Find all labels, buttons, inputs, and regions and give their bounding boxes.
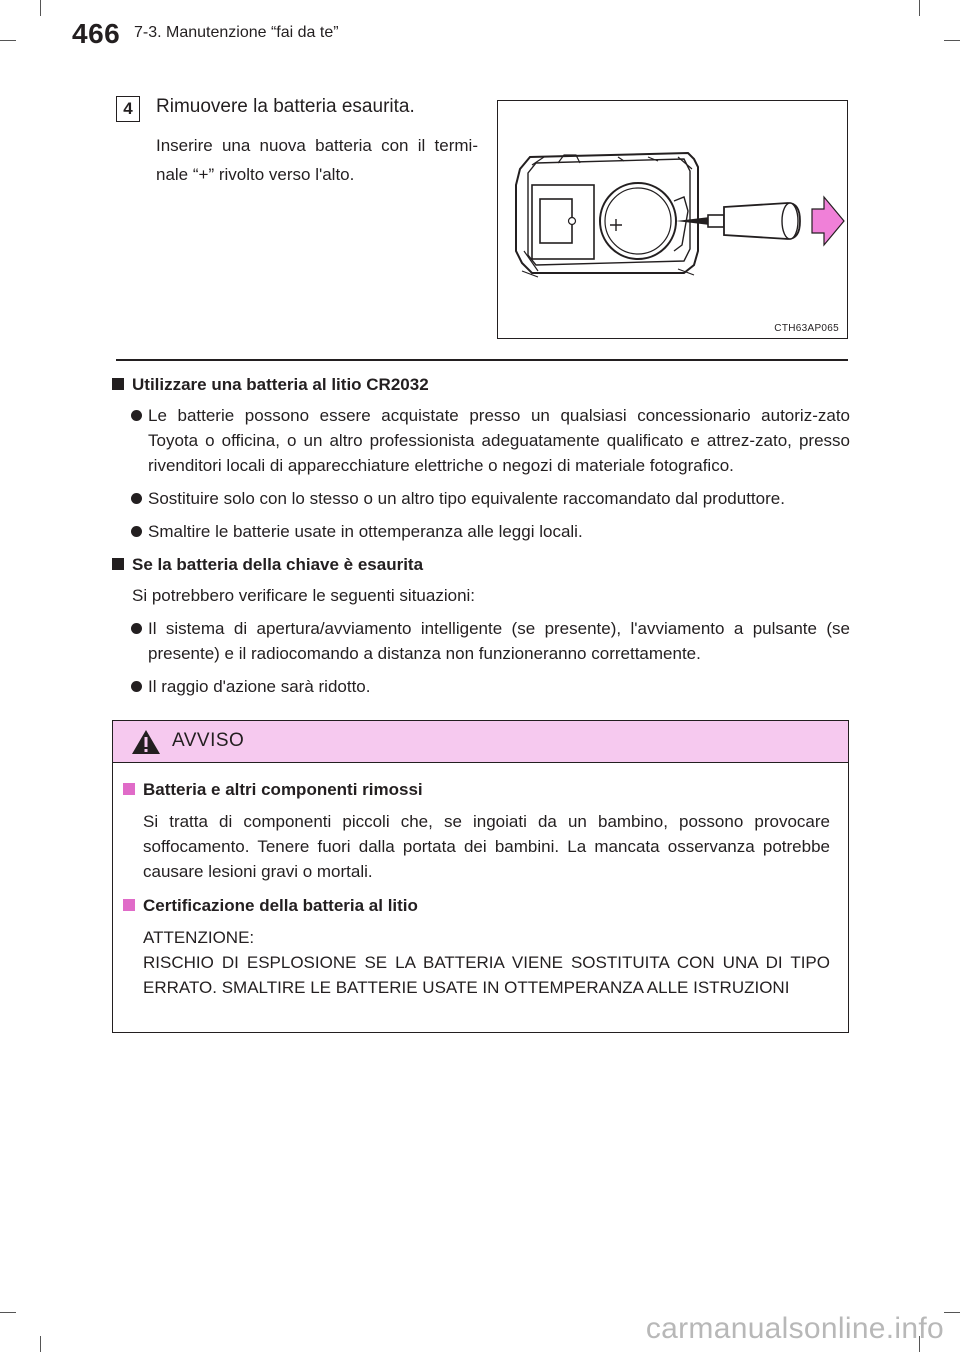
page-number: 466 (72, 18, 121, 49)
section-divider (116, 359, 848, 361)
crop-mark (0, 1312, 16, 1313)
warning-box (112, 720, 849, 1033)
round-bullet-icon (131, 526, 142, 537)
warning-caps-text: RISCHIO DI ESPLOSIONE SE LA BATTERIA VIENE SOSTITUITA CON UNA DI TIPO ERRATO. SMALTIRE LE BATTERIE USATE IN OTTEMPERANZA ALLE ISTRUZIONI (143, 953, 830, 997)
arrow-right-icon (812, 197, 844, 245)
key-fob-battery-illustration (498, 101, 847, 338)
page-header (72, 16, 872, 56)
list-item: Il sistema di apertura/avviamento intelligente (se presente), l'avviamento a pulsante (se presente) e il radiocomando a distanza non funzioneranno correttamente. (112, 616, 850, 666)
square-bullet-icon (112, 558, 124, 570)
step-number: 4 (116, 96, 140, 122)
warning-triangle-icon (131, 729, 161, 755)
figure-code: CTH63AP065 (774, 323, 839, 334)
round-bullet-icon (131, 410, 142, 421)
main-content (112, 372, 850, 707)
warning-item-text: Si tratta di componenti piccoli che, se ingoiati da un bambino, possono provocare soffocamento. Tenere fuori dalla portata dei bambini. La mancata osservanza potrebbe causare lesioni gravi o mortali. (143, 812, 830, 881)
list-item: Smaltire le batterie usate in ottemperanza alle leggi locali. (112, 519, 850, 544)
warning-item-text (123, 925, 830, 1000)
list-item: Sostituire solo con lo stesso o un altro tipo equivalente raccomandato dal produttore. (112, 486, 850, 511)
section-title: 7-3. Manutenzione “fai da te” (134, 24, 339, 41)
warning-header (113, 721, 848, 763)
section-heading: Utilizzare una batteria al litio CR2032 (112, 372, 850, 397)
crop-mark (919, 0, 920, 16)
section-heading: Se la batteria della chiave è esaurita (112, 552, 850, 577)
warning-title: AVVISO (172, 730, 245, 751)
watermark: carmanualsonline.info (645, 1312, 944, 1345)
step-text: Inserire una nuova batteria con il termi-nale “+” rivolto verso l'alto. (156, 136, 478, 184)
square-bullet-icon (123, 783, 135, 795)
crop-mark (40, 0, 41, 16)
crop-mark (944, 40, 960, 41)
square-bullet-icon (112, 378, 124, 390)
step-title: Rimuovere la batteria esaurita. (156, 96, 415, 117)
square-bullet-icon (123, 899, 135, 911)
warning-item-heading: Certificazione della batteria al litio (123, 893, 830, 918)
round-bullet-icon (131, 681, 142, 692)
list-item: Le batterie possono essere acquistate presso un qualsiasi concessionario autoriz-zato Toyota o officina, o un altro professionista adeguatamente qualificato e attrez-zato, presso rivenditori locali di apparecchiature elettriche o negozi di materiale fotografico. (112, 403, 850, 478)
crop-mark (40, 1336, 41, 1352)
crop-mark (944, 1312, 960, 1313)
section-intro: Si potrebbero verificare le seguenti situazioni: (132, 586, 476, 605)
warning-body (113, 777, 848, 1009)
warning-label: ATTENZIONE: (143, 928, 255, 947)
round-bullet-icon (131, 493, 142, 504)
list-item: Il raggio d'azione sarà ridotto. (112, 674, 850, 699)
round-bullet-icon (131, 623, 142, 634)
battery-figure (497, 100, 848, 339)
warning-item-heading: Batteria e altri componenti rimossi (123, 777, 830, 802)
crop-mark (0, 40, 16, 41)
